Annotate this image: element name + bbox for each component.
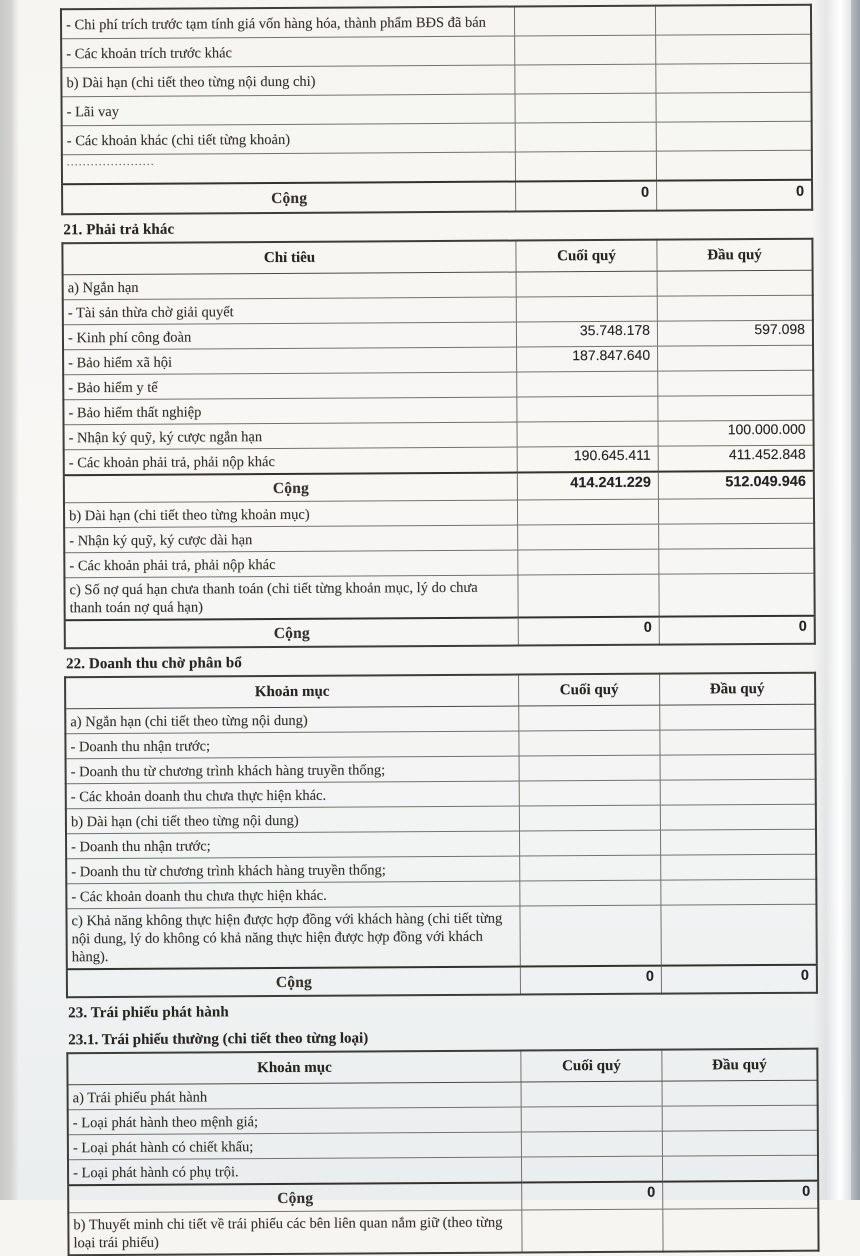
label-cell xyxy=(66,756,520,784)
column-header: Khoản mục xyxy=(67,1051,521,1085)
value-cell xyxy=(519,830,660,856)
label-cell xyxy=(61,7,515,39)
cell-value: 0 xyxy=(795,183,805,200)
table-row xyxy=(64,573,814,620)
cell-value: 414.241.229 xyxy=(570,474,651,491)
value-cell xyxy=(657,295,813,321)
column-header: Cuối quý xyxy=(519,674,660,706)
label-cell xyxy=(66,831,520,859)
value-cell xyxy=(659,616,815,645)
value-cell xyxy=(516,181,657,212)
document-page xyxy=(60,4,818,1256)
table-header-row xyxy=(67,1049,817,1085)
value-cell xyxy=(517,446,658,472)
value-cell xyxy=(517,371,658,397)
value-cell xyxy=(660,779,816,805)
value-cell xyxy=(656,92,812,122)
value-cell xyxy=(519,755,660,781)
row-label: - Bảo hiểm thất nghiệp xyxy=(68,403,202,421)
value-cell xyxy=(659,573,815,616)
row-label: - Nhận ký quỹ, ký cược ngắn hạn xyxy=(68,428,263,446)
label-cell xyxy=(64,473,518,503)
value-cell xyxy=(517,421,658,447)
table-row xyxy=(62,121,812,155)
row-label: - Chi phí trích trước tạm tính giá vốn hàng hóa, thành phẩm BĐS đã bán xyxy=(66,14,486,33)
column-header: Khoản mục xyxy=(65,675,519,709)
value-cell xyxy=(519,780,660,806)
value-cell xyxy=(660,704,816,730)
accrued-expenses-table xyxy=(60,4,813,216)
table-header-row xyxy=(65,673,815,709)
value-cell xyxy=(516,321,657,347)
value-cell xyxy=(659,523,815,549)
row-label: b) Thuyết minh chi tiết về trái phiếu các bên liên quan nắm giữ (theo từng loại trái phiếu) xyxy=(73,1214,503,1252)
value-cell xyxy=(515,151,656,181)
value-cell xyxy=(662,1080,818,1106)
bonds-issued-table xyxy=(66,1048,819,1256)
value-cell xyxy=(657,180,813,211)
value-cell xyxy=(521,1106,662,1132)
section-22 xyxy=(64,652,816,999)
value-cell xyxy=(520,880,661,906)
section-21 xyxy=(61,218,814,650)
value-cell xyxy=(656,34,812,64)
row-label: - Doanh thu nhận trước; xyxy=(70,737,211,755)
table-row xyxy=(61,34,811,68)
row-label: Cộng xyxy=(275,973,313,991)
column-header: Đầu quý xyxy=(657,239,813,271)
value-cell xyxy=(658,395,814,421)
label-cell xyxy=(63,347,517,375)
section-22-heading: 22. Doanh thu chờ phân bổ xyxy=(65,655,242,673)
row-label: - Các khoản khác (chi tiết từng khoản) xyxy=(66,131,291,149)
row-label: a) Ngắn hạn (chi tiết theo từng nội dung) xyxy=(70,712,308,730)
cell-value: 187.847.640 xyxy=(572,346,651,364)
row-label: - Tài sản thừa chờ giải quyết xyxy=(67,303,234,321)
value-cell xyxy=(663,1208,819,1251)
value-cell xyxy=(517,499,658,525)
unearned-revenue-table xyxy=(64,672,818,999)
label-cell xyxy=(68,1132,522,1160)
value-cell xyxy=(517,346,658,372)
cell-value: 411.452.848 xyxy=(728,445,806,463)
value-cell xyxy=(662,1105,818,1131)
value-cell xyxy=(656,63,812,93)
value-cell xyxy=(517,472,658,500)
section-continuation xyxy=(60,4,811,216)
table-row xyxy=(61,63,811,97)
cell-value: 0 xyxy=(800,967,809,984)
label-cell xyxy=(63,322,517,350)
row-label: a) Trái phiếu phát hành xyxy=(72,1088,208,1106)
label-cell xyxy=(62,152,516,184)
value-cell xyxy=(657,270,813,296)
column-header: Đầu quý xyxy=(662,1049,818,1081)
value-cell xyxy=(658,420,814,446)
row-label: - Doanh thu từ chương trình khách hàng truyền thống; xyxy=(70,761,386,780)
value-cell xyxy=(515,122,656,152)
value-cell xyxy=(659,548,815,574)
row-label: Cộng xyxy=(271,189,308,208)
value-cell xyxy=(660,804,816,830)
row-label: - Các khoản trích trước khác xyxy=(66,44,232,62)
label-cell xyxy=(67,967,521,998)
table-row xyxy=(62,150,812,184)
cell-value: 0 xyxy=(645,968,654,985)
value-cell xyxy=(662,1130,818,1156)
label-cell xyxy=(68,1183,522,1213)
value-cell xyxy=(515,93,656,123)
label-cell xyxy=(66,856,520,884)
row-label: - Nhận ký quỹ, ký cược dài hạn xyxy=(69,531,253,549)
row-label: - Các khoản phải trả, phải nộp khác xyxy=(69,556,276,574)
row-label: Cộng xyxy=(273,624,310,643)
value-cell xyxy=(519,705,660,731)
value-cell xyxy=(661,904,817,965)
cell-value: 35.748.178 xyxy=(579,321,650,339)
row-label: b) Dài hạn (chi tiết theo từng nội dung) xyxy=(70,812,299,830)
value-cell xyxy=(521,1156,662,1182)
value-cell xyxy=(658,471,814,499)
value-cell xyxy=(660,829,816,855)
value-cell xyxy=(658,498,814,524)
value-cell xyxy=(516,271,657,297)
row-label: b) Dài hạn (chi tiết theo từng nội dung chi) xyxy=(66,73,316,91)
row-label: Cộng xyxy=(272,479,310,498)
section-23 xyxy=(66,1001,818,1256)
label-cell xyxy=(62,123,516,155)
label-cell xyxy=(68,1107,522,1135)
value-cell xyxy=(519,805,660,831)
column-header: Chỉ tiêu xyxy=(62,241,516,275)
label-cell xyxy=(61,36,515,68)
value-cell xyxy=(518,617,659,646)
row-label: - Loại phát hành có phụ trội. xyxy=(73,1163,239,1181)
label-cell xyxy=(68,1082,522,1110)
total-row xyxy=(65,616,815,649)
page-right-edge-shadow xyxy=(851,0,860,1200)
row-label: - Bảo hiểm y tế xyxy=(68,379,158,396)
row-label: - Doanh thu nhận trước; xyxy=(71,837,211,855)
value-cell xyxy=(518,524,659,550)
row-label: - Doanh thu từ chương trình khách hàng truyền thống; xyxy=(71,861,386,880)
page-left-edge-shadow xyxy=(0,0,19,1200)
value-cell xyxy=(655,5,811,35)
cell-value: 0 xyxy=(643,619,652,636)
row-label: - Các khoản doanh thu chưa thực hiện khác. xyxy=(70,787,327,805)
row-label: ...................... xyxy=(66,156,155,169)
cell-value: 100.000.000 xyxy=(727,420,806,438)
table-row xyxy=(61,5,811,39)
row-label: c) Khả năng không thực hiện được hợp đồng với khách hàng (chi tiết từng nội dung, lý do không có khả năng thực hiện được hợp đồng với khách hàng). xyxy=(71,910,503,966)
row-label: - Kinh phí công đoàn xyxy=(67,329,192,346)
label-cell xyxy=(64,500,518,528)
cell-value: 0 xyxy=(802,1183,811,1200)
value-cell xyxy=(657,320,813,346)
label-cell xyxy=(63,297,517,325)
value-cell xyxy=(520,905,661,966)
row-label: - Các khoản phải trả, phải nộp khác xyxy=(68,453,275,471)
label-cell xyxy=(61,65,515,97)
row-label: a) Ngắn hạn xyxy=(67,279,139,296)
value-cell xyxy=(515,64,656,94)
value-cell xyxy=(520,855,661,881)
total-row xyxy=(62,180,812,215)
value-cell xyxy=(518,574,659,617)
value-cell xyxy=(661,879,817,905)
value-cell xyxy=(658,345,814,371)
value-cell xyxy=(660,729,816,755)
label-cell xyxy=(63,372,517,400)
value-cell xyxy=(514,6,655,36)
cell-value: 597.098 xyxy=(754,320,805,338)
value-cell xyxy=(656,150,812,180)
value-cell xyxy=(658,370,814,396)
value-cell xyxy=(515,35,656,65)
value-cell xyxy=(522,1209,663,1252)
label-cell xyxy=(65,618,519,649)
section-23-1-subheading: 23.1. Trái phiếu thường (chi tiết theo từng loại) xyxy=(68,1030,369,1049)
row-label: - Các khoản doanh thu chưa thực hiện khác. xyxy=(71,887,327,905)
label-cell xyxy=(64,525,518,553)
row-label: b) Dài hạn (chi tiết theo từng khoản mục) xyxy=(69,506,310,524)
column-header: Cuối quý xyxy=(516,240,657,272)
value-cell xyxy=(520,966,661,995)
label-cell xyxy=(66,781,520,809)
value-cell xyxy=(658,445,814,471)
section-21-heading: 21. Phải trả khác xyxy=(63,221,175,239)
table-row xyxy=(68,1208,818,1255)
label-cell xyxy=(66,881,520,909)
value-cell xyxy=(660,754,816,780)
label-cell xyxy=(68,1157,522,1185)
other-payables-table xyxy=(61,238,815,650)
label-cell xyxy=(64,422,518,450)
value-cell xyxy=(656,121,812,151)
value-cell xyxy=(521,1131,662,1157)
value-cell xyxy=(661,965,817,994)
label-cell xyxy=(65,706,519,734)
section-23-heading: 23. Trái phiếu phát hành xyxy=(68,1004,229,1022)
value-cell xyxy=(516,296,657,322)
value-cell xyxy=(517,396,658,422)
column-header: Cuối quý xyxy=(521,1050,662,1082)
row-label: c) Số nợ quá hạn chưa thanh toán (chi tiết từng khoản mục, lý do chưa thanh toán nợ quá hạn) xyxy=(69,579,478,617)
column-header: Đầu quý xyxy=(660,673,816,705)
cell-value: 190.645.411 xyxy=(573,446,651,464)
label-cell xyxy=(66,806,520,834)
cell-value: 0 xyxy=(798,618,807,635)
value-cell xyxy=(663,1181,819,1209)
row-label: Cộng xyxy=(277,1189,314,1207)
label-cell xyxy=(63,397,517,425)
value-cell xyxy=(522,1182,663,1210)
cell-value: 512.049.946 xyxy=(725,473,806,490)
value-cell xyxy=(518,549,659,575)
value-cell xyxy=(662,1155,818,1181)
table-header-row xyxy=(62,239,812,275)
label-cell xyxy=(66,906,520,969)
value-cell xyxy=(661,854,817,880)
total-row xyxy=(67,965,817,998)
value-cell xyxy=(521,1081,662,1107)
cell-value: 0 xyxy=(640,184,650,201)
cell-value: 0 xyxy=(647,1184,656,1201)
label-cell xyxy=(61,94,515,126)
label-cell xyxy=(64,575,518,620)
label-cell xyxy=(62,182,516,215)
value-cell xyxy=(519,730,660,756)
row-label: - Loại phát hành theo mệnh giá; xyxy=(72,1113,259,1131)
label-cell xyxy=(63,272,517,300)
label-cell xyxy=(64,550,518,578)
table-row xyxy=(66,904,816,969)
row-label: - Bảo hiểm xã hội xyxy=(68,354,173,371)
row-label: - Loại phát hành có chiết khấu; xyxy=(72,1138,254,1156)
page-right-fold-highlight xyxy=(812,0,852,1200)
label-cell xyxy=(65,731,519,759)
label-cell xyxy=(68,1210,522,1255)
table-row xyxy=(61,92,811,126)
row-label: - Lãi vay xyxy=(66,103,119,120)
label-cell xyxy=(64,447,518,475)
